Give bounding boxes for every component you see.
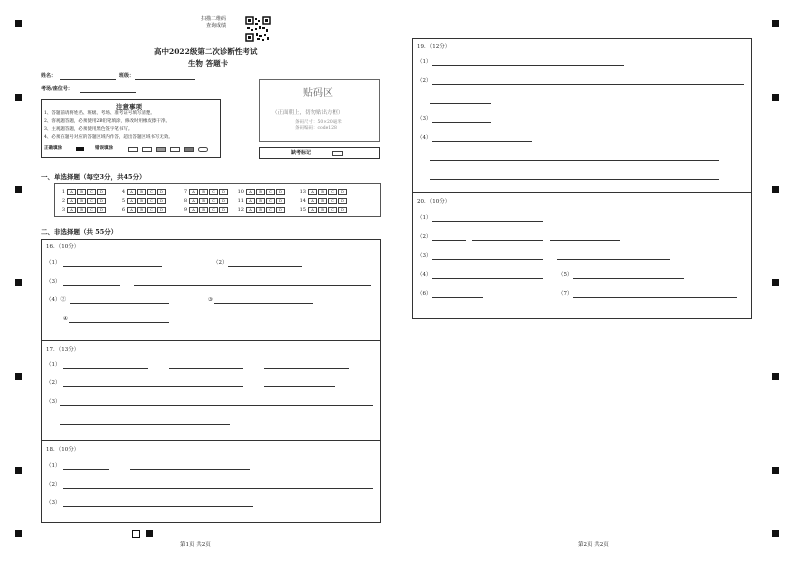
question-number: 5 [121, 198, 125, 204]
mcq-row [298, 206, 347, 215]
option-bubble[interactable]: A [189, 198, 198, 204]
exam-seat-label: 考场/座位号： [41, 86, 73, 92]
registration-mark [146, 530, 153, 537]
question-number: 13 [299, 189, 306, 195]
q20-label-2: （2） [417, 234, 432, 240]
option-bubble[interactable]: B [199, 198, 208, 204]
q20-label-6: （6） [417, 291, 432, 297]
registration-mark [15, 373, 22, 380]
q17-answer-2b[interactable] [264, 386, 335, 387]
option-bubble[interactable]: A [67, 207, 76, 213]
registration-mark [15, 530, 22, 537]
q16-answer-2[interactable] [228, 266, 302, 267]
q17-label-2: （2） [46, 380, 61, 386]
option-bubble[interactable]: A [67, 189, 76, 195]
q20-answer-1[interactable] [432, 221, 543, 222]
mcq-col [236, 188, 285, 215]
q16-answer-4b[interactable] [214, 303, 313, 304]
option-bubble[interactable]: A [308, 189, 317, 195]
registration-mark [772, 373, 779, 380]
absent-label: 缺考标记 [291, 150, 312, 156]
option-bubble[interactable]: B [199, 189, 208, 195]
option-bubble[interactable]: B [77, 207, 86, 213]
q20-answer-2b[interactable] [472, 240, 543, 241]
mcq-grid [54, 183, 381, 217]
option-bubble[interactable]: C [328, 207, 337, 213]
option-bubble[interactable]: D [157, 207, 166, 213]
absent-checkbox[interactable] [332, 151, 343, 156]
question-number: 12 [237, 207, 244, 213]
option-bubble[interactable]: B [137, 207, 146, 213]
q17-answer-3a[interactable] [60, 405, 373, 406]
option-bubble[interactable]: D [276, 207, 285, 213]
option-bubble[interactable]: A [127, 207, 136, 213]
q17-box [41, 340, 381, 441]
registration-mark [772, 467, 779, 474]
option-bubble[interactable]: C [266, 207, 275, 213]
q19-label-4: （4） [417, 135, 432, 141]
section1-heading: 一、单选择题（每空3分，共45分） [41, 173, 146, 181]
mcq-row [298, 188, 347, 197]
mcq-row [57, 197, 106, 206]
q16-label-2: （2） [213, 260, 228, 266]
option-bubble[interactable]: D [219, 198, 228, 204]
option-bubble[interactable]: D [338, 198, 347, 204]
option-bubble[interactable]: C [209, 198, 218, 204]
q20-answer-3b[interactable] [557, 259, 670, 260]
q19-answer-3[interactable] [432, 122, 491, 123]
name-field[interactable] [60, 79, 116, 80]
question-number: 10 [237, 189, 244, 195]
q18-title: 18．（10分） [46, 447, 80, 453]
q19-answer-4b[interactable] [430, 160, 719, 161]
correct-fill-label: 正确填涂 [44, 146, 62, 151]
mcq-col [179, 188, 228, 215]
mcq-row [117, 197, 166, 206]
option-bubble[interactable]: A [189, 207, 198, 213]
q19-answer-1[interactable] [432, 65, 624, 66]
option-bubble[interactable]: B [318, 207, 327, 213]
option-bubble[interactable]: C [147, 189, 156, 195]
mcq-row [117, 206, 166, 215]
q19-answer-4c[interactable] [430, 179, 719, 180]
registration-mark [15, 467, 22, 474]
qr-caption-line2: 查询成绩 [206, 23, 227, 29]
barcode-size: 条码尺寸：50×20毫米 [295, 120, 342, 125]
mcq-row [179, 197, 228, 206]
qr-caption-line1: 扫描二维码 [201, 16, 227, 22]
barcode-encoding: 条码编码：code128 [295, 126, 337, 131]
option-bubble[interactable]: C [87, 189, 96, 195]
option-bubble[interactable]: C [209, 189, 218, 195]
registration-mark [772, 279, 779, 286]
barcode-area [259, 79, 380, 142]
mcq-row [179, 188, 228, 197]
option-bubble[interactable]: C [266, 198, 275, 204]
option-bubble[interactable]: C [87, 198, 96, 204]
absent-mark-box [259, 147, 380, 159]
notice-item: 3、主观题答题，必须使用黑色签字笔书写。 [44, 127, 133, 132]
q16-answer-3a[interactable] [63, 285, 120, 286]
q18-answer-3[interactable] [63, 506, 253, 507]
question-number: 11 [237, 198, 244, 204]
q20-answer-4[interactable] [432, 278, 543, 279]
registration-mark [772, 186, 779, 193]
option-bubble[interactable]: B [77, 198, 86, 204]
option-bubble[interactable]: B [256, 198, 265, 204]
q17-answer-1c[interactable] [264, 368, 349, 369]
page-number-2: 第2页 共2页 [578, 542, 609, 548]
q20-label-3: （3） [417, 253, 432, 259]
option-bubble[interactable]: A [189, 189, 198, 195]
q18-label-1: （1） [46, 463, 61, 469]
option-bubble[interactable]: C [87, 207, 96, 213]
option-bubble[interactable]: D [219, 207, 228, 213]
q19-label-1: （1） [417, 59, 432, 65]
wrong-fill-sample [142, 147, 152, 152]
option-bubble[interactable]: C [266, 189, 275, 195]
mcq-row [298, 197, 347, 206]
question-number: 6 [121, 207, 125, 213]
q20-answer-6[interactable] [432, 297, 483, 298]
notice-item: 4、必须在题号对应的答题区域内作答，超出答题区域书写无效。 [44, 135, 173, 140]
page-number-1: 第1页 共2页 [180, 542, 211, 548]
q16-answer-3b[interactable] [134, 285, 371, 286]
q17-answer-1a[interactable] [63, 368, 148, 369]
option-bubble[interactable]: A [246, 207, 255, 213]
q17-answer-3b[interactable] [60, 424, 230, 425]
question-number: 2 [61, 198, 65, 204]
option-bubble[interactable]: B [318, 189, 327, 195]
exam-title: 高中2022级第二次诊断性考试 [154, 47, 258, 56]
registration-mark [772, 20, 779, 27]
q16-title: 16．（10分） [46, 244, 80, 250]
option-bubble[interactable]: A [246, 198, 255, 204]
exam-seat-field[interactable] [80, 92, 136, 93]
option-bubble[interactable]: A [246, 189, 255, 195]
option-bubble[interactable]: A [127, 189, 136, 195]
mcq-row [57, 206, 106, 215]
q17-title: 17．（13分） [46, 347, 80, 353]
mcq-col [117, 188, 166, 215]
option-bubble[interactable]: A [67, 198, 76, 204]
q18-answer-2[interactable] [63, 488, 373, 489]
q20-label-1: （1） [417, 215, 432, 221]
q17-label-1: （1） [46, 362, 61, 368]
class-label: 班级： [119, 73, 135, 79]
wrong-fill-sample [156, 147, 166, 152]
notice-item: 2、客观题答题，必须使用2B铅笔填涂，修改时用橡皮擦干净。 [44, 119, 171, 124]
notice-heading: 注意事项 [116, 103, 142, 111]
question-number: 7 [183, 189, 187, 195]
registration-mark [15, 20, 22, 27]
q20-title: 20．（10分） [417, 199, 451, 205]
q19-box [412, 38, 752, 193]
mcq-row [57, 188, 106, 197]
option-bubble[interactable]: D [97, 207, 106, 213]
q16-label-1: （1） [46, 260, 61, 266]
mcq-row [236, 188, 285, 197]
q20-label-4: （4） [417, 272, 432, 278]
registration-mark [772, 94, 779, 101]
q19-answer-2b[interactable] [430, 103, 491, 104]
notice-box [41, 99, 221, 158]
q18-label-2: （2） [46, 482, 61, 488]
q17-answer-2a[interactable] [63, 386, 243, 387]
wrong-fill-sample [170, 147, 180, 152]
option-bubble[interactable]: C [328, 189, 337, 195]
barcode-title: 贴码区 [303, 88, 333, 99]
q19-answer-4a[interactable] [432, 141, 532, 142]
q20-answer-5[interactable] [573, 278, 684, 279]
option-bubble[interactable]: D [157, 189, 166, 195]
option-bubble[interactable]: D [97, 189, 106, 195]
question-number: 8 [183, 198, 187, 204]
mcq-row [236, 197, 285, 206]
q16-label-4: （4）② [46, 297, 66, 303]
option-bubble[interactable]: D [276, 198, 285, 204]
q17-answer-1b[interactable] [169, 368, 243, 369]
option-bubble[interactable]: A [308, 207, 317, 213]
section2-heading: 二、非选择题（共 55分） [41, 228, 118, 236]
wrong-fill-sample [128, 147, 138, 152]
wrong-fill-label: 错误填涂 [95, 146, 113, 151]
mcq-row [179, 206, 228, 215]
mcq-row [236, 206, 285, 215]
option-bubble[interactable]: C [147, 198, 156, 204]
option-bubble[interactable]: A [308, 198, 317, 204]
registration-mark [772, 530, 779, 537]
option-bubble[interactable]: B [199, 207, 208, 213]
q20-label-7: （7） [558, 291, 573, 297]
option-bubble[interactable]: A [127, 198, 136, 204]
option-bubble[interactable]: B [256, 189, 265, 195]
option-bubble[interactable]: B [318, 198, 327, 204]
option-bubble[interactable]: C [209, 207, 218, 213]
q16-label-3: （3） [46, 279, 61, 285]
question-number: 14 [299, 198, 306, 204]
registration-mark [15, 94, 22, 101]
name-label: 姓名： [41, 73, 57, 79]
q19-label-2: （2） [417, 78, 432, 84]
q16-label-4d: ④ [63, 316, 68, 322]
q16-label-4c: ③ [208, 297, 213, 303]
q18-box [41, 440, 381, 523]
option-bubble[interactable]: D [97, 198, 106, 204]
option-bubble[interactable]: C [147, 207, 156, 213]
question-number: 4 [121, 189, 125, 195]
q16-answer-4c[interactable] [69, 322, 169, 323]
qr-code-icon [245, 16, 271, 42]
option-bubble[interactable]: B [137, 189, 146, 195]
registration-mark [15, 279, 22, 286]
q16-box [41, 239, 381, 341]
barcode-hint: （正面朝上，切勿贴出方框） [272, 110, 344, 116]
q16-answer-4a[interactable] [70, 303, 169, 304]
hollow-square-mark [132, 530, 140, 538]
q20-answer-3a[interactable] [432, 259, 543, 260]
q18-label-3: （3） [46, 500, 61, 506]
question-number: 9 [183, 207, 187, 213]
mcq-row [117, 188, 166, 197]
q18-answer-1b[interactable] [130, 469, 250, 470]
q19-answer-2a[interactable] [432, 84, 744, 85]
q16-answer-1[interactable] [63, 266, 162, 267]
q17-label-3: （3） [46, 399, 61, 405]
option-bubble[interactable]: D [219, 189, 228, 195]
wrong-fill-sample [198, 147, 208, 152]
option-bubble[interactable]: B [137, 198, 146, 204]
mcq-col [298, 188, 347, 215]
exam-subtitle: 生物 答题卡 [188, 59, 229, 68]
q19-label-3: （3） [417, 116, 432, 122]
option-bubble[interactable]: D [338, 189, 347, 195]
option-bubble[interactable]: C [328, 198, 337, 204]
question-number: 3 [61, 207, 65, 213]
registration-mark [15, 186, 22, 193]
q20-answer-2c[interactable] [550, 240, 620, 241]
q20-box [412, 192, 752, 319]
notice-item: 1、答题前请将姓名、班级、考场、准考证号填写清楚。 [44, 111, 155, 116]
option-bubble[interactable]: D [157, 198, 166, 204]
option-bubble[interactable]: D [276, 189, 285, 195]
wrong-fill-sample [184, 147, 194, 152]
q20-label-5: （5） [558, 272, 573, 278]
q20-answer-2a[interactable] [432, 240, 466, 241]
correct-fill-sample [76, 147, 84, 151]
question-number: 1 [61, 189, 65, 195]
mcq-col [57, 188, 106, 215]
q19-title: 19．（12分） [417, 44, 451, 50]
class-field[interactable] [135, 79, 195, 80]
question-number: 15 [299, 207, 306, 213]
option-bubble[interactable]: B [256, 207, 265, 213]
q20-answer-7[interactable] [573, 297, 737, 298]
q18-answer-1a[interactable] [63, 469, 109, 470]
option-bubble[interactable]: D [338, 207, 347, 213]
option-bubble[interactable]: B [77, 189, 86, 195]
